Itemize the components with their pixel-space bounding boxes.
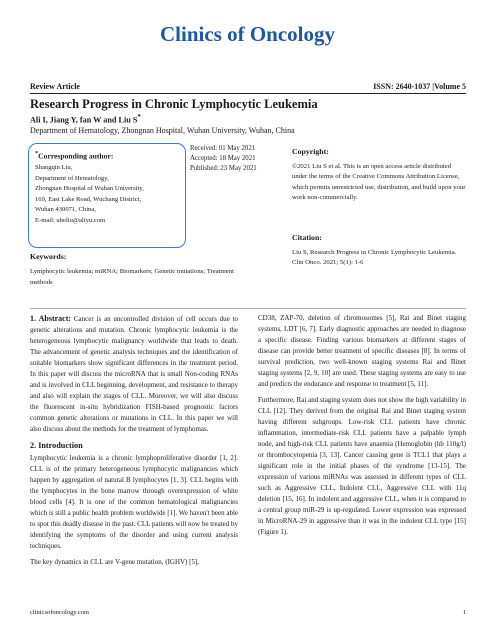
published-date: Published: 23 May 2021 [190, 165, 257, 172]
page-footer [30, 609, 466, 616]
citation-heading: Citation: [292, 233, 322, 242]
copyright-text: ©2021 Liu S et al. This is an open access article distributed under the terms of the Creative Commons Attribution License, which permits unrestricted use, distribution, and build upon your work non-commercially. [292, 162, 466, 202]
right-column [258, 313, 466, 543]
journal-title: Clinics of Oncology [159, 22, 335, 46]
keywords-heading: Keywords: [30, 252, 67, 261]
right-paragraph-1: CD38, ZAP-70, deletion of chromosomes [5], Rai and Binet staging systems, LDT [6, 7]. Early diagnostic approaches are needed to diagnose a specific disease. Finding various biomarkers at different stages of disease can provide better treatment of specific diseases [8]. In terms of survival prediction, two well-known staging systems Rai and Binet staging systems [2, 9, 10] are used. These staging systems are easy to use and predicts the endurance and response to treatment [5, 11]. [258, 314, 466, 388]
citation-text: Liu S, Research Progress in Chronic Lymphocytic Leukemia. Clin Onco. 2021; 5(1): 1-6 [292, 248, 457, 267]
keywords-text: Lymphocytic leukemia; miRNA; Biomarkers; Genetic mutations; Treatment methods [30, 268, 234, 286]
received-date: Received: 01 May 2021 [190, 145, 256, 152]
left-column [30, 313, 238, 573]
corr-line: Department of Hematology, [35, 174, 109, 182]
corresponding-author-heading [35, 149, 179, 162]
intro-paragraph-2: The key dynamics in CLL are V-gene mutation, (IGHV) [5], [30, 558, 200, 566]
abstract-paragraph [30, 313, 238, 435]
corr-line: Wuhan 430071, China, [35, 206, 96, 214]
corr-line: Shangqin Liu, [35, 164, 73, 172]
accepted-date: Accepted: 18 May 2021 [190, 155, 256, 162]
paper-title: Research Progress in Chronic Lymphocytic Leukemia [30, 97, 318, 111]
corr-line: Zhongnan Hospital of Wuhan University, [35, 185, 144, 193]
authors [30, 114, 141, 125]
footer-url[interactable]: clinicsofoncology.com [30, 609, 89, 616]
intro-paragraph-1: Lymphocytic leukemia is a chronic lymphoproliferative disorder [1, 2]. CLL is of the primary heterogeneous lymphocytic malignancies which happen by aggregation of natural B lymphocytes [1, 3]. CLL begins with the lymphocytes in the bone marrow through overexpression of white blood cells [4]. It is one of the common hematological malignancies which is still a public health problem worldwide [1]. We haven't been able to spot this deadly disease in the past. CLL patients will now be treated by identifying the symptoms of the disorder and using current analysis techniques. [30, 454, 238, 550]
corr-email[interactable]: E-mail: ubeliu@aliyu.com [35, 216, 106, 224]
copyright-block [292, 147, 466, 204]
introduction-heading: 2. Introduction [30, 441, 83, 450]
citation-block [292, 233, 466, 269]
affiliation: Department of Hematology, Zhongnan Hospital, Wuhan University, Wuhan, China [30, 126, 295, 135]
corr-line: 169, East Lake Road, Wuchang District, [35, 195, 142, 203]
authors-mark: * [137, 114, 141, 121]
issn-volume: ISSN: 2640-1037 |Volume 5 [373, 82, 466, 91]
article-type: Review Article [30, 82, 80, 91]
abstract-text: Cancer is an uncontrolled division of cell occurs due to genetic alterations and mutation. Chronic lymphocytic leukemia is the heterogeneous lymphocytic malignancy worldwide that leads to death. The advancement of genetic analysis techniques and the identification of suitable biomarkers show significant differences in the treatment period. In this paper will discuss the microRNA that is small Non-coding RNAs and is involved in CLL beginning, development, and resistance to therapy and also will explain the stages of CLL. Moreover, we will also discuss the fluorescent in-situ hybridization FISH-based prognostic factors common genetic alterations or mutations in CLL. In this paper we will also discuss about the methods for the treatment of lymphomas. [30, 315, 239, 433]
page-number: 1 [462, 609, 466, 616]
keywords-block [30, 251, 240, 288]
header-rule [30, 93, 466, 94]
abstract-heading: 1. Abstract: [30, 314, 72, 323]
article-dates [190, 144, 257, 174]
authors-names: Ali I, Jiang Y, fan W and Liu S [30, 115, 138, 125]
corresponding-heading-text: Corresponding author: [38, 151, 114, 161]
section-rule [30, 308, 466, 309]
copyright-heading: Copyright: [292, 147, 329, 156]
right-paragraph-2: Furthermore, Rai and staging system does not show the high variability in CLL [12]. They derived from the original Rai and Binet staging system having different subgroups. Low-risk CLL patients have chronic inflammation, intermediate-risk CLL patients have a palpable lymph node, and high-risk CLL patients have anaemia (Hemoglobin (hb 110g/l) or thrombocytopenia [3, 13]. Cancer causing gene is TCL1 that plays a significant role in the initial phases of the syndrome [13-15]. The expression of various miRNAs was assessed in different types of CLL such as Aggressive CLL, Indolent CLL, Aggressive CLL with 11q deletion [15, 16]. In indolent and aggressive CLL, when it is compared to a central group miR-29 is up-regulated. Lower expression was expressed in MicroRNA-29 in aggressive than it was in the indolent CLL type [15] (Figure 1). [258, 396, 466, 536]
article-meta-row [30, 82, 466, 91]
corresponding-author-box [28, 143, 186, 248]
corresponding-mark: * [35, 150, 39, 157]
